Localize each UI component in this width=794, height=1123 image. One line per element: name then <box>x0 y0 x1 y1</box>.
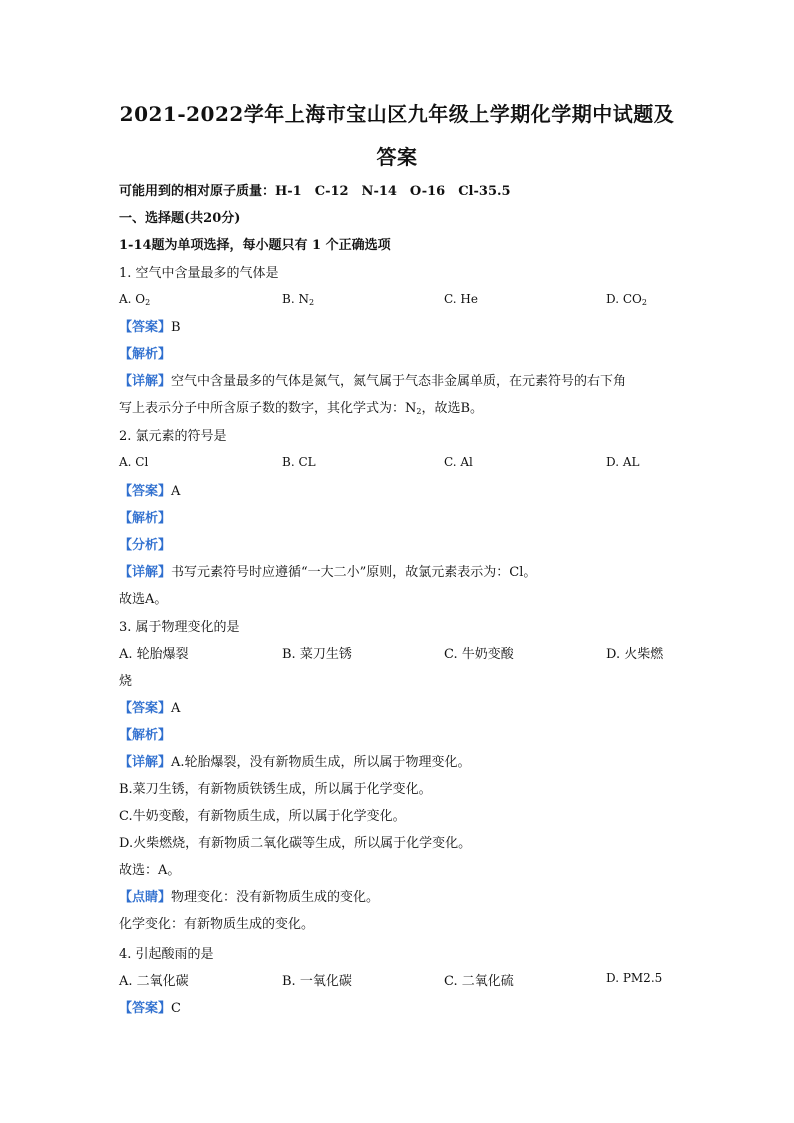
q3-analysis-tag: 【解析】 <box>119 728 172 743</box>
q4-option-a: A. 二氧化碳 <box>119 974 189 989</box>
q3-detail-b: B.菜刀生锈，有新物质铁锈生成，所以属于化学变化。 <box>119 782 432 797</box>
q1-detail-line2: 写上表示分子中所含原子数的数字，其化学式为：$N_2$，故选B。 <box>119 401 484 416</box>
q2-option-c: C. Al <box>444 455 473 469</box>
q2-analysis-tag: 【解析】 <box>119 511 172 526</box>
q3-option-c: C. 牛奶变酸 <box>444 647 514 662</box>
doc-title-line2: 答案 <box>376 145 418 169</box>
q3-option-a: A. 轮胎爆裂 <box>119 647 189 662</box>
q3-detail-c: C.牛奶变酸，有新物质生成，所以属于化学变化。 <box>119 809 406 824</box>
q1-option-d: D. $CO_2$ <box>606 292 647 307</box>
q4-option-d: D. PM2.5 <box>606 971 663 985</box>
q2-option-d: D. AL <box>606 455 640 469</box>
atomic-masses: 可能用到的相对原子质量：H-1 C-12 N-14 O-16 Cl-35.5 <box>119 184 511 199</box>
q3-stem: 3. 属于物理变化的是 <box>119 620 240 635</box>
q2-detail: 【详解】书写元素符号时应遵循“一大二小”原则，故氯元素表示为：Cl。 <box>119 565 537 580</box>
q3-chem-change: 化学变化：有新物质生成的变化。 <box>119 917 315 932</box>
q2-conclusion: 故选A。 <box>119 592 168 607</box>
q3-option-b: B. 菜刀生锈 <box>282 647 352 662</box>
q3-option-d: D. 火柴燃 <box>606 647 664 662</box>
section-heading: 一、选择题(共20分) <box>119 211 241 226</box>
q4-stem: 4. 引起酸雨的是 <box>119 947 214 962</box>
q3-option-d-wrap: 烧 <box>119 674 133 689</box>
q3-dianjing: 【点睛】物理变化：没有新物质生成的变化。 <box>119 890 380 905</box>
q2-stem: 2. 氯元素的符号是 <box>119 429 227 444</box>
q2-option-a: A. Cl <box>119 455 149 469</box>
q1-detail-line1: 【详解】空气中含量最多的气体是氮气，氮气属于气态非金属单质，在元素符号的右下角 <box>119 374 627 389</box>
q4-answer: 【答案】C <box>119 1001 181 1016</box>
q1-analysis-tag: 【解析】 <box>119 347 172 362</box>
q4-option-c: C. 二氧化硫 <box>444 974 514 989</box>
q2-option-b: B. CL <box>282 455 316 469</box>
q3-detail-a: 【详解】A.轮胎爆裂，没有新物质生成，所以属于物理变化。 <box>119 755 471 770</box>
doc-title-line1: 2021-2022学年上海市宝山区九年级上学期化学期中试题及 <box>119 102 675 126</box>
q2-fenxi-tag: 【分析】 <box>119 538 172 553</box>
q4-option-b: B. 一氧化碳 <box>282 974 352 989</box>
section-instruction: 1-14题为单项选择，每小题只有 1 个正确选项 <box>119 238 391 253</box>
q1-option-b: B. $N_2$ <box>282 292 315 307</box>
q3-detail-d: D.火柴燃烧，有新物质二氧化碳等生成，所以属于化学变化。 <box>119 836 472 851</box>
q1-option-a: A. $O_2$ <box>119 292 151 307</box>
q3-answer: 【答案】A <box>119 701 181 716</box>
q1-stem: 1. 空气中含量最多的气体是 <box>119 266 279 281</box>
q3-conclusion: 故选：A。 <box>119 863 181 878</box>
q1-option-c: C. He <box>444 292 478 306</box>
q2-answer: 【答案】A <box>119 484 181 499</box>
q1-answer: 【答案】B <box>119 320 181 335</box>
